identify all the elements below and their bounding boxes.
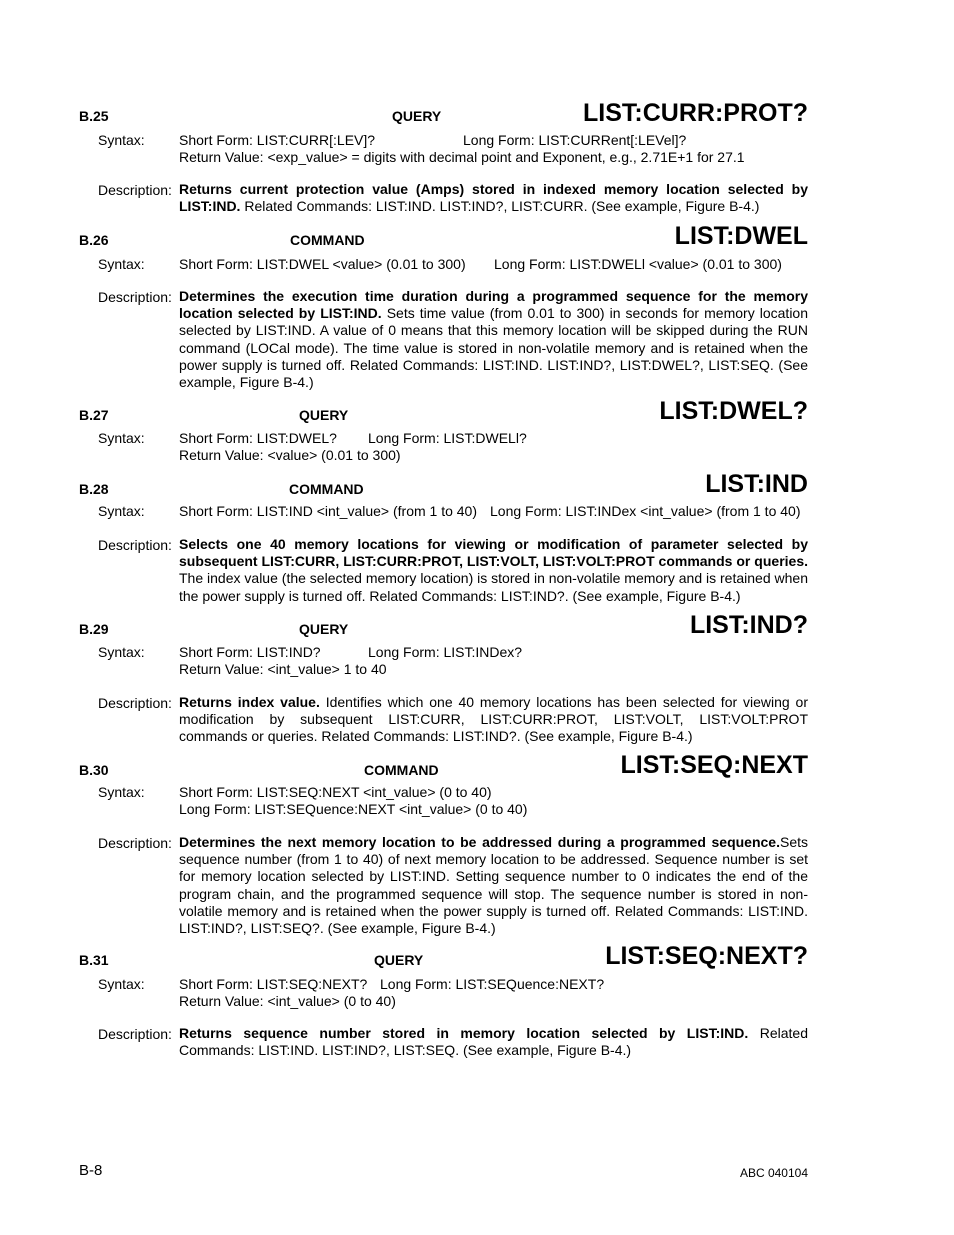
syntax-short-form: Short Form: LIST:IND?	[179, 644, 321, 660]
syntax-short-form: Short Form: LIST:DWEL <value> (0.01 to 300)	[179, 256, 466, 272]
description-rest: Identifies which one 40 memory locations has been selected for viewing or modification by subsequent LIST:CURR, LIST:CURR:PROT, LIST:VOLT, LIST:VOLT:PROT commands or queries. Related Commands: LIST:IND?. (See example, Figure B-4.)	[179, 694, 808, 745]
section-kind: COMMAND	[364, 762, 439, 778]
description-bold: Returns current protection value (Amps) stored in indexed memory location selected by LIST:IND.	[179, 181, 808, 215]
return-value: Return Value: <int_value> 1 to 40	[179, 661, 387, 677]
description-label: Description:	[98, 1026, 172, 1042]
description-label: Description:	[98, 182, 172, 198]
syntax-long-form: Long Form: LIST:SEQuence:NEXT?	[380, 976, 605, 992]
description-rest: The index value (the selected memory location) is stored in non-volatile memory and is retained when the power supply is turned off. Related Commands: LIST:IND?. (See example, Figure B-4.)	[179, 570, 808, 604]
syntax-short-form: Short Form: LIST:IND <int_value> (from 1 to 40)	[179, 503, 478, 519]
section-number: B.28	[79, 481, 109, 497]
syntax-short-form: Short Form: LIST:CURR[:LEV]?	[179, 132, 376, 148]
section-kind: COMMAND	[290, 232, 365, 248]
description-bold: Returns index value.	[179, 694, 320, 710]
description-text	[179, 694, 808, 746]
page-number: B-8	[79, 1162, 103, 1179]
description-bold: Selects one 40 memory locations for viewing or modification of parameter selected by subsequent LIST:CURR, LIST:CURR:PROT, LIST:VOLT, LIST:VOLT:PROT commands or queries.	[179, 536, 808, 570]
command-heading: LIST:DWEL	[674, 222, 808, 250]
description-label: Description:	[98, 835, 172, 851]
syntax-long-form: Long Form: LIST:INDex <int_value> (from 1 to 40)	[490, 503, 801, 519]
description-bold: Returns sequence number stored in memory location selected by LIST:IND.	[179, 1025, 749, 1041]
syntax-long-form: Long Form: LIST:SEQuence:NEXT <int_value> (0 to 40)	[179, 801, 528, 817]
command-heading: LIST:SEQ:NEXT	[620, 751, 808, 779]
description-rest: Sets sequence number (from 1 to 40) of next memory location to be addressed. Sequence number is set for memory location selected by LIST:IND. Setting sequence number to 0 indicates the end of the program chain, and the programmed sequence will stop. The sequence number is stored in non-volatile memory and is retained when the power supply is turned off. Related Commands: LIST:IND. LIST:IND?, LIST:SEQ?. (See example, Figure B-4.)	[179, 834, 808, 937]
description-text	[179, 181, 808, 215]
section-number: B.26	[79, 232, 109, 248]
syntax-label: Syntax:	[98, 430, 145, 446]
section-kind: QUERY	[374, 952, 424, 968]
syntax-label: Syntax:	[98, 784, 145, 800]
syntax-long-form: Long Form: LIST:CURRent[:LEVel]?	[463, 132, 687, 148]
syntax-short-form: Short Form: LIST:SEQ:NEXT?	[179, 976, 368, 992]
syntax-long-form: Long Form: LIST:DWELl <value> (0.01 to 300)	[494, 256, 782, 272]
syntax-label: Syntax:	[98, 256, 145, 272]
description-label: Description:	[98, 289, 172, 305]
return-value: Return Value: <exp_value> = digits with decimal point and Exponent, e.g., 2.71E+1 for 27.1	[179, 149, 745, 165]
section-number: B.30	[79, 762, 109, 778]
syntax-long-form: Long Form: LIST:INDex?	[368, 644, 523, 660]
syntax-label: Syntax:	[98, 976, 145, 992]
section-kind: COMMAND	[289, 481, 364, 497]
description-rest: Related Commands: LIST:IND. LIST:IND?, LIST:SEQ. (See example, Figure B-4.)	[179, 1025, 808, 1059]
description-rest: Sets time value (from 0.01 to 300) in seconds for memory location selected by LIST:IND. A value of 0 means that this memory location will be skipped during the RUN command (LOCal mode). The time value is stored in non-volatile memory and is retained when the power supply is turned off. Related Commands: LIST:IND. LIST:IND?, LIST:DWEL?, LIST:SEQ. (See example, Figure B-4.)	[179, 305, 808, 391]
syntax-long-form: Long Form: LIST:DWELl?	[368, 430, 527, 446]
section-kind: QUERY	[299, 621, 349, 637]
syntax-label: Syntax:	[98, 503, 145, 519]
syntax-short-form: Short Form: LIST:DWEL?	[179, 430, 337, 446]
description-text	[179, 536, 808, 605]
description-bold: Determines the next memory location to be addressed during a programmed sequence.	[179, 834, 780, 850]
description-text	[179, 1025, 808, 1059]
command-heading: LIST:SEQ:NEXT?	[605, 942, 808, 970]
section-kind: QUERY	[299, 407, 349, 423]
description-bold: Determines the execution time duration during a programmed sequence for the memory location selected by LIST:IND.	[179, 288, 808, 322]
syntax-label: Syntax:	[98, 132, 145, 148]
description-label: Description:	[98, 537, 172, 553]
document-id: ABC 040104	[739, 1166, 808, 1180]
section-number: B.29	[79, 621, 109, 637]
description-text	[179, 834, 808, 937]
description-rest: Related Commands: LIST:IND. LIST:IND?, LIST:CURR. (See example, Figure B-4.)	[240, 198, 760, 215]
return-value: Return Value: <value> (0.01 to 300)	[179, 447, 401, 463]
return-value: Return Value: <int_value> (0 to 40)	[179, 993, 396, 1009]
section-number: B.31	[79, 952, 109, 968]
syntax-label: Syntax:	[98, 644, 145, 660]
syntax-short-form: Short Form: LIST:SEQ:NEXT <int_value> (0 to 40)	[179, 784, 492, 800]
command-heading: LIST:DWEL?	[659, 397, 808, 425]
command-heading: LIST:IND?	[689, 611, 808, 639]
section-number: B.25	[79, 108, 109, 124]
description-label: Description:	[98, 695, 172, 711]
command-heading: LIST:CURR:PROT?	[583, 99, 808, 127]
section-kind: QUERY	[392, 108, 442, 124]
section-number: B.27	[79, 407, 109, 423]
command-heading: LIST:IND	[705, 470, 808, 498]
description-text	[179, 288, 808, 391]
